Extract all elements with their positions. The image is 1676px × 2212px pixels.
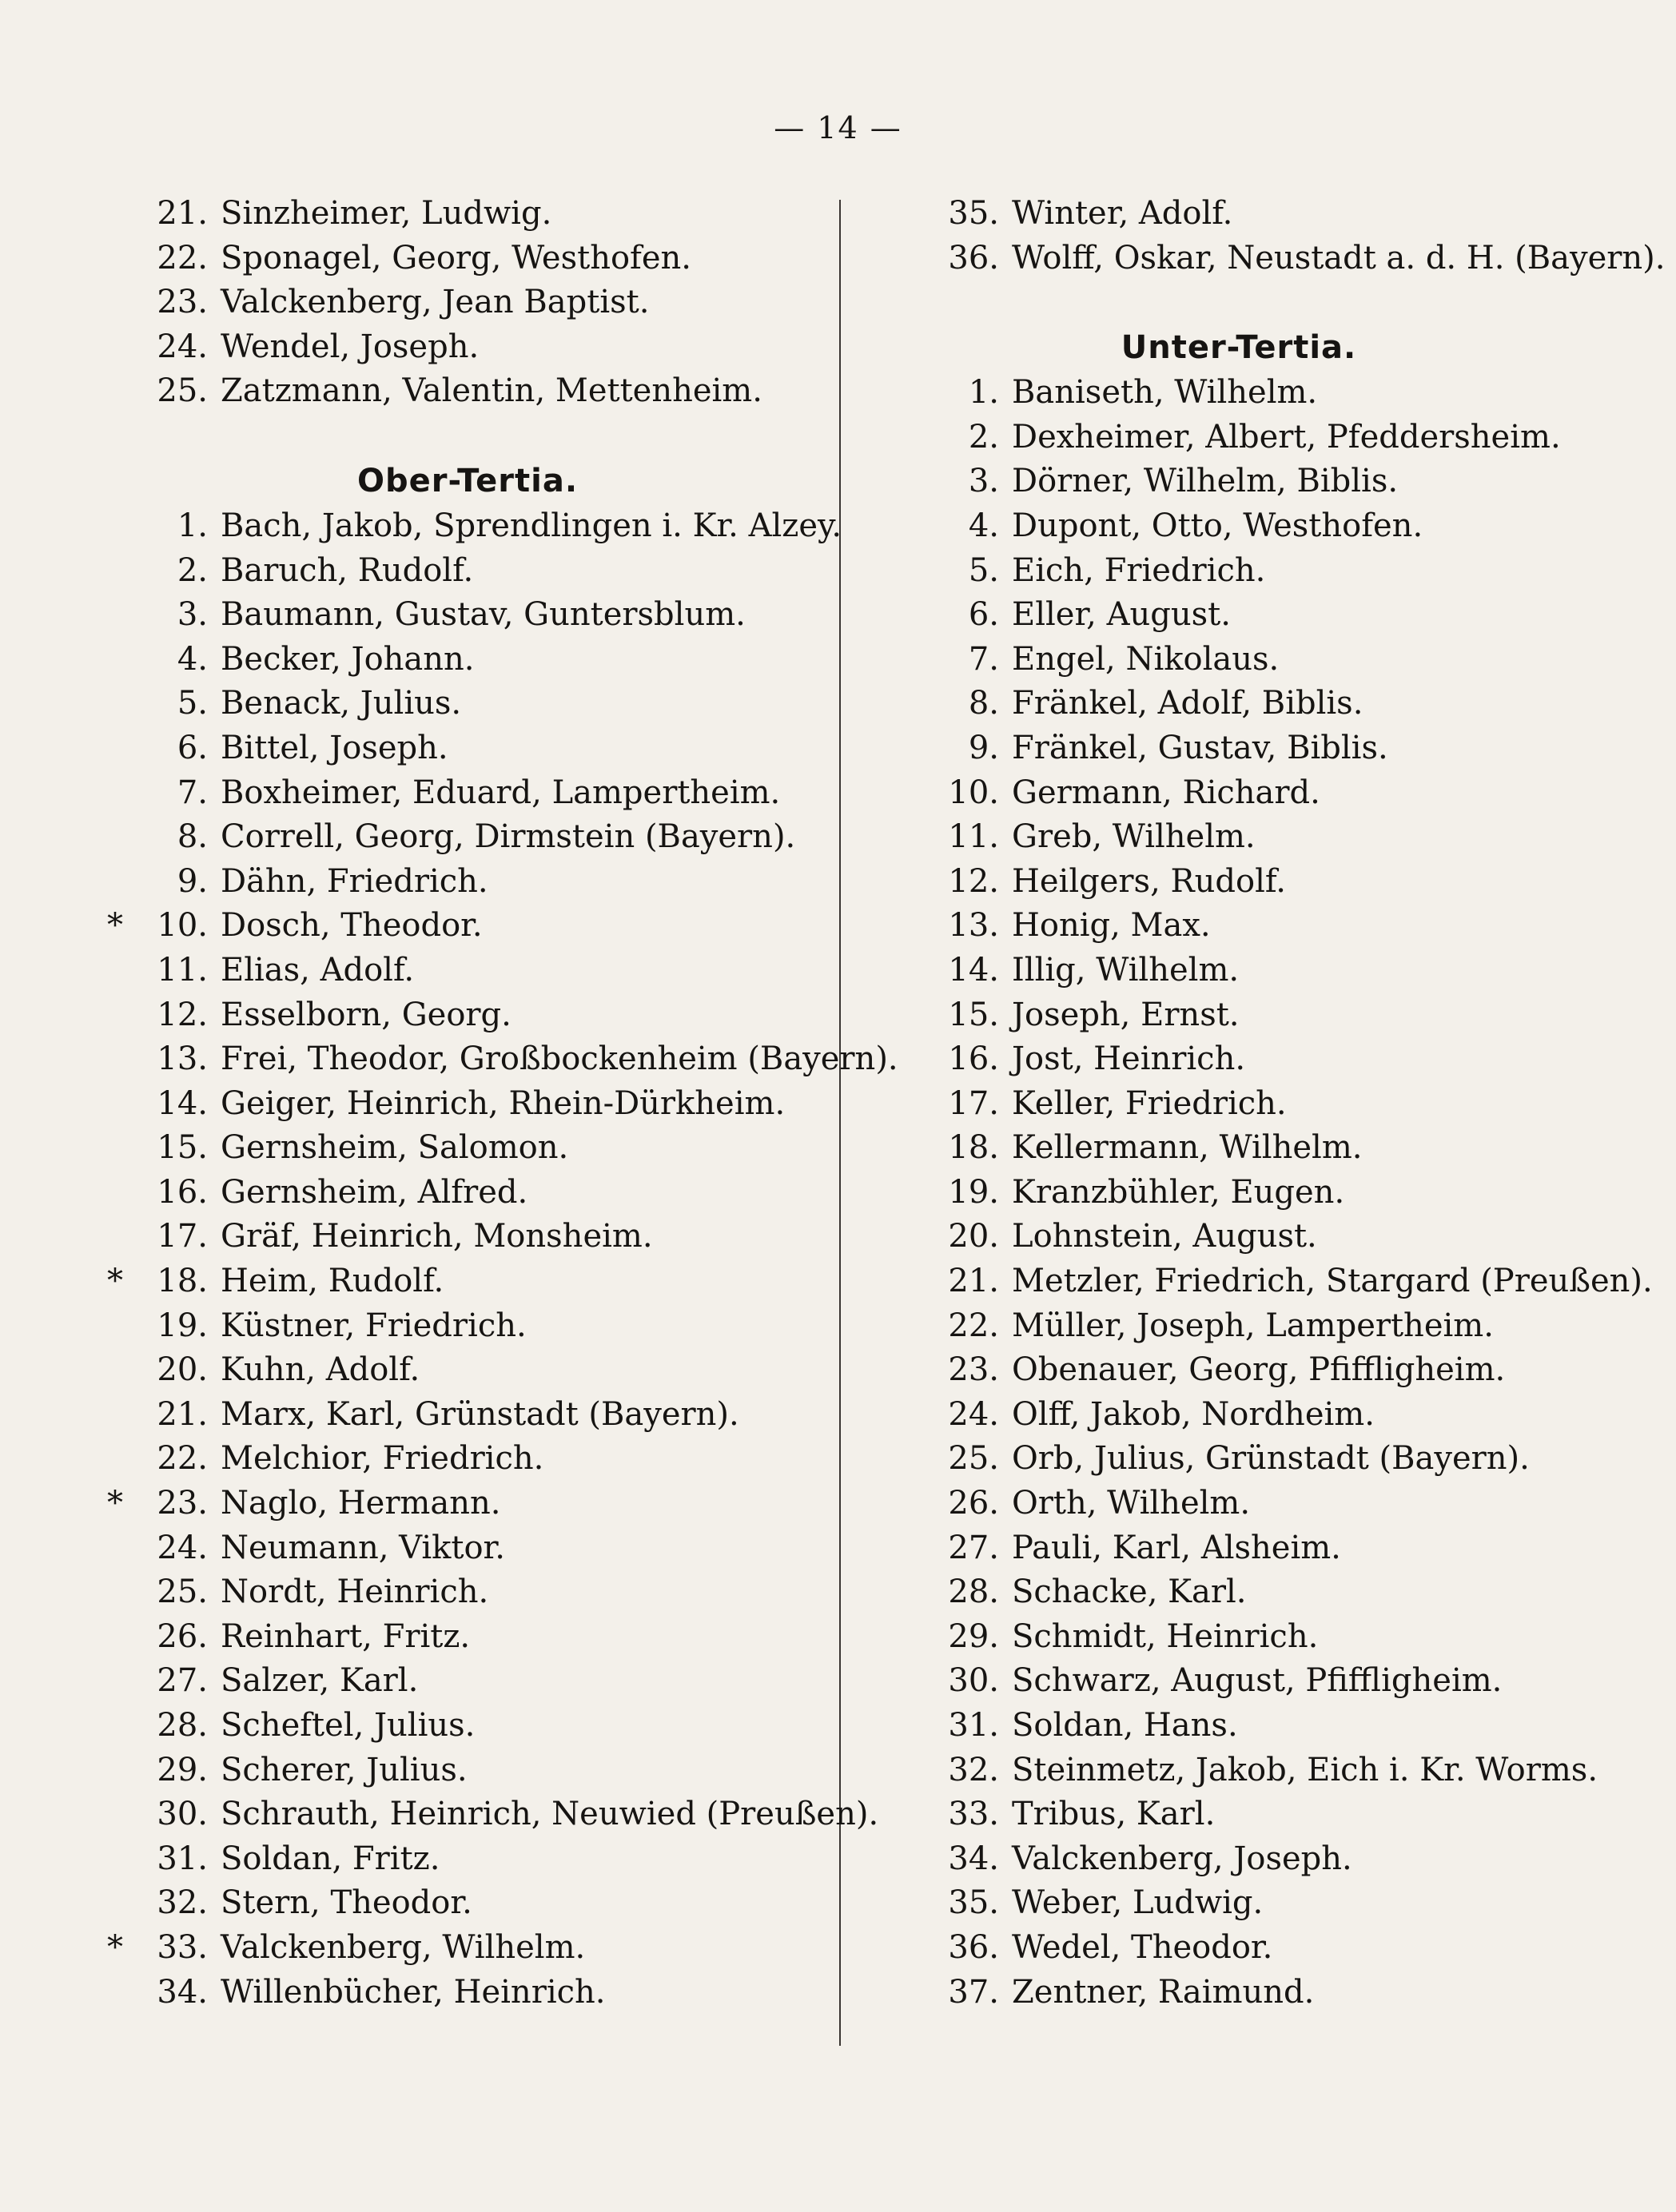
entry-name: Engel, Nikolaus.: [1012, 640, 1280, 678]
list-item: [112, 1971, 823, 2015]
list-item: [112, 237, 823, 281]
list-item: [879, 1792, 1598, 1837]
list-item: [112, 1570, 823, 1615]
entry-number: 23.: [157, 284, 208, 321]
entry-name: Jost, Heinrich.: [1012, 1040, 1246, 1078]
list-item: [879, 1215, 1598, 1259]
list-item: [112, 504, 842, 549]
entry-number: 26.: [157, 1617, 208, 1655]
entry-number: 2.: [177, 551, 208, 589]
entry-number: 25.: [948, 1440, 999, 1478]
list-item: [879, 638, 1598, 682]
list-item: [879, 726, 1598, 771]
entry-name: Schacke, Karl.: [1012, 1573, 1247, 1611]
entry-name: Becker, Johann.: [221, 640, 475, 678]
entry-name: Gernsheim, Salomon.: [221, 1129, 569, 1167]
list-item: [112, 1126, 823, 1171]
list-item: [112, 726, 823, 771]
entry-number: 20.: [157, 1351, 208, 1389]
entry-number: 10.: [157, 907, 208, 945]
entry-name: Dupont, Otto, Westhofen.: [1012, 507, 1423, 544]
list-item: [112, 593, 823, 638]
list-item: [879, 1304, 1598, 1349]
column-divider: [839, 200, 841, 2046]
list-item: [879, 860, 1598, 905]
entry-name: Kranzbühler, Eugen.: [1012, 1173, 1345, 1211]
entry-number: 30.: [948, 1662, 999, 1700]
list-item: [879, 371, 1598, 416]
left-top-list: [112, 192, 823, 414]
entry-number: 21.: [157, 1395, 208, 1433]
entry-number: 22.: [157, 239, 208, 276]
entry-number: 6.: [968, 596, 999, 634]
entry-name: Wedel, Theodor.: [1012, 1928, 1273, 1966]
entry-name: Weber, Ludwig.: [1012, 1884, 1264, 1922]
right-top-list: [879, 192, 1666, 280]
entry-number: 4.: [177, 640, 208, 678]
entry-number: 24.: [157, 1529, 208, 1566]
entry-number: 31.: [157, 1840, 208, 1877]
entry-number: 22.: [157, 1440, 208, 1478]
entry-number: 11.: [948, 818, 999, 856]
entry-name: Winter, Adolf.: [1012, 195, 1233, 232]
entry-number: 6.: [177, 729, 208, 766]
entry-name: Zatzmann, Valentin, Mettenheim.: [221, 372, 762, 410]
entry-number: 30.: [157, 1796, 208, 1833]
entry-name: Eller, August.: [1012, 596, 1231, 634]
entry-number: 10.: [948, 774, 999, 811]
list-item: [879, 1881, 1598, 1926]
entry-name: Dähn, Friedrich.: [221, 862, 488, 900]
list-item: [112, 1171, 823, 1215]
list-item: [112, 369, 823, 414]
entry-number: 29.: [157, 1751, 208, 1788]
entry-number: 8.: [177, 818, 208, 856]
entry-number: 16.: [948, 1040, 999, 1078]
list-item: [112, 1704, 823, 1749]
list-item: [107, 904, 823, 949]
list-item: [879, 771, 1598, 816]
list-item: [879, 549, 1598, 594]
entry-name: Reinhart, Fritz.: [221, 1617, 471, 1655]
list-item: [112, 280, 823, 325]
entry-name: Wendel, Joseph.: [221, 328, 480, 365]
entry-name: Scherer, Julius.: [221, 1751, 468, 1788]
entry-number: 12.: [948, 862, 999, 900]
entry-number: 34.: [157, 1973, 208, 2011]
entry-name: Germann, Richard.: [1012, 774, 1320, 811]
ober-tertia-list: [107, 504, 898, 2015]
list-item: [107, 1482, 823, 1526]
entry-number: 3.: [968, 463, 999, 500]
entry-number: 28.: [157, 1707, 208, 1744]
spacer: [112, 414, 823, 459]
section-heading-unter-tertia: Unter-Tertia.: [1121, 329, 1357, 367]
entry-number: 9.: [177, 862, 208, 900]
list-item: [112, 682, 823, 726]
list-item: [879, 682, 1598, 726]
entry-name: Sponagel, Georg, Westhofen.: [221, 239, 691, 276]
spacer: [879, 280, 1598, 325]
list-item: [112, 771, 823, 816]
list-item: [879, 1526, 1598, 1571]
entry-name: Küstner, Friedrich.: [221, 1307, 527, 1344]
list-item: [879, 1837, 1598, 1882]
list-item: [112, 549, 823, 594]
list-item: [879, 1082, 1598, 1127]
entry-name: Steinmetz, Jakob, Eich i. Kr. Worms.: [1012, 1751, 1598, 1788]
entry-number: 25.: [157, 1573, 208, 1611]
list-item: [879, 1704, 1598, 1749]
entry-name: Soldan, Hans.: [1012, 1707, 1238, 1744]
entry-number: 21.: [157, 195, 208, 232]
list-item: [879, 1749, 1598, 1793]
list-item: [112, 1393, 823, 1438]
list-item: [112, 1837, 823, 1882]
list-item: [112, 1304, 823, 1349]
list-item: [112, 1215, 823, 1259]
list-item: [879, 1926, 1598, 1971]
asterisk-mark: *: [107, 1485, 123, 1522]
entry-number: 15.: [157, 1129, 208, 1167]
list-item: [879, 815, 1598, 860]
entry-name: Geiger, Heinrich, Rhein-Dürkheim.: [221, 1084, 786, 1122]
entry-number: 23.: [948, 1351, 999, 1389]
entry-number: 36.: [948, 1928, 999, 1966]
entry-number: 18.: [157, 1263, 208, 1300]
entry-number: 32.: [948, 1751, 999, 1788]
entry-number: 3.: [177, 596, 208, 634]
entry-name: Kuhn, Adolf.: [221, 1351, 420, 1389]
entry-number: 20.: [948, 1218, 999, 1255]
entry-number: 16.: [157, 1173, 208, 1211]
list-item: [879, 1171, 1598, 1215]
page-number: — 14 —: [774, 110, 902, 145]
list-item: [112, 1659, 823, 1704]
entry-number: 14.: [948, 951, 999, 989]
list-item: [879, 1126, 1598, 1171]
list-item: [112, 949, 823, 993]
entry-name: Gräf, Heinrich, Monsheim.: [221, 1218, 653, 1255]
entry-name: Orb, Julius, Grünstadt (Bayern).: [1012, 1440, 1530, 1478]
entry-name: Scheftel, Julius.: [221, 1707, 476, 1744]
entry-name: Frei, Theodor, Großbockenheim (Bayern).: [221, 1040, 898, 1078]
list-item: [879, 504, 1598, 549]
entry-number: 27.: [948, 1529, 999, 1566]
entry-name: Dörner, Wilhelm, Biblis.: [1012, 463, 1399, 500]
entry-number: 17.: [948, 1084, 999, 1122]
asterisk-mark: *: [107, 907, 123, 945]
entry-number: 4.: [968, 507, 999, 544]
entry-name: Correll, Georg, Dirmstein (Bayern).: [221, 818, 796, 856]
entry-name: Gernsheim, Alfred.: [221, 1173, 528, 1211]
entry-name: Dosch, Theodor.: [221, 907, 483, 945]
entry-name: Marx, Karl, Grünstadt (Bayern).: [221, 1395, 739, 1433]
entry-number: 33.: [157, 1928, 208, 1966]
list-item: [879, 593, 1598, 638]
entry-name: Obenauer, Georg, Pfiffligheim.: [1012, 1351, 1506, 1389]
list-item: [112, 1881, 823, 1926]
entry-name: Illig, Wilhelm.: [1012, 951, 1240, 989]
list-item: [112, 993, 823, 1038]
entry-name: Melchior, Friedrich.: [221, 1440, 544, 1478]
list-item: [879, 192, 1598, 237]
entry-number: 7.: [968, 640, 999, 678]
entry-name: Schmidt, Heinrich.: [1012, 1617, 1319, 1655]
entry-number: 1.: [968, 374, 999, 412]
list-item: [879, 1971, 1598, 2015]
list-item: [112, 1348, 823, 1393]
list-item: [879, 949, 1598, 993]
entry-name: Willenbücher, Heinrich.: [221, 1973, 606, 2011]
list-item: [112, 1037, 898, 1082]
entry-name: Pauli, Karl, Alsheim.: [1012, 1529, 1341, 1566]
list-item: [112, 1615, 823, 1660]
entry-name: Fränkel, Adolf, Biblis.: [1012, 685, 1363, 722]
entry-number: 19.: [157, 1307, 208, 1344]
entry-name: Baniseth, Wilhelm.: [1012, 374, 1318, 412]
entry-number: 23.: [157, 1485, 208, 1522]
entry-name: Benack, Julius.: [221, 685, 462, 722]
list-item: [112, 1749, 823, 1793]
entry-name: Wolff, Oskar, Neustadt a. d. H. (Bayern).: [1012, 239, 1666, 276]
entry-name: Schrauth, Heinrich, Neuwied (Preußen).: [221, 1796, 879, 1833]
entry-name: Nordt, Heinrich.: [221, 1573, 489, 1611]
list-item: [879, 1348, 1598, 1393]
entry-name: Salzer, Karl.: [221, 1662, 419, 1700]
entry-number: 35.: [948, 1884, 999, 1922]
entry-name: Metzler, Friedrich, Stargard (Preußen).: [1012, 1263, 1653, 1300]
entry-number: 12.: [157, 996, 208, 1033]
list-item: [879, 237, 1666, 281]
entry-number: 1.: [177, 507, 208, 544]
asterisk-mark: *: [107, 1263, 123, 1300]
entry-name: Baumann, Gustav, Guntersblum.: [221, 596, 746, 634]
entry-name: Valckenberg, Jean Baptist.: [221, 284, 650, 321]
unter-tertia-list: [879, 371, 1653, 2015]
entry-name: Honig, Max.: [1012, 907, 1211, 945]
list-item: [879, 1259, 1653, 1304]
list-item: [112, 1437, 823, 1482]
list-item: [112, 325, 823, 370]
list-item: [879, 1615, 1598, 1660]
list-item: [879, 1393, 1598, 1438]
list-item: [112, 192, 823, 237]
entry-name: Elias, Adolf.: [221, 951, 415, 989]
entry-name: Neumann, Viktor.: [221, 1529, 505, 1566]
entry-name: Heim, Rudolf.: [221, 1263, 444, 1300]
list-item: [112, 860, 823, 905]
list-item: [112, 1082, 823, 1127]
entry-name: Soldan, Fritz.: [221, 1840, 440, 1877]
entry-number: 37.: [948, 1973, 999, 2011]
list-item: [112, 1526, 823, 1571]
list-item: [107, 1926, 823, 1971]
right-column: [879, 192, 1666, 2015]
entry-name: Tribus, Karl.: [1012, 1796, 1216, 1833]
list-item: [879, 1659, 1598, 1704]
entry-number: 34.: [948, 1840, 999, 1877]
entry-name: Müller, Joseph, Lampertheim.: [1012, 1307, 1494, 1344]
list-item: [879, 1437, 1598, 1482]
entry-name: Lohnstein, August.: [1012, 1218, 1317, 1255]
entry-number: 27.: [157, 1662, 208, 1700]
entry-name: Orth, Wilhelm.: [1012, 1485, 1251, 1522]
entry-name: Heilgers, Rudolf.: [1012, 862, 1286, 900]
entry-name: Sinzheimer, Ludwig.: [221, 195, 552, 232]
entry-number: 17.: [157, 1218, 208, 1255]
entry-number: 2.: [968, 418, 999, 456]
entry-name: Baruch, Rudolf.: [221, 551, 474, 589]
entry-number: 7.: [177, 774, 208, 811]
list-item: [879, 1570, 1598, 1615]
entry-number: 13.: [948, 907, 999, 945]
list-item: [879, 1037, 1598, 1082]
entry-number: 14.: [157, 1084, 208, 1122]
entry-name: Zentner, Raimund.: [1012, 1973, 1315, 2011]
entry-name: Valckenberg, Joseph.: [1012, 1840, 1352, 1877]
entry-number: 21.: [948, 1263, 999, 1300]
entry-number: 36.: [948, 239, 999, 276]
entry-number: 19.: [948, 1173, 999, 1211]
entry-name: Fränkel, Gustav, Biblis.: [1012, 729, 1388, 766]
entry-number: 9.: [968, 729, 999, 766]
section-heading-ober-tertia: Ober-Tertia.: [356, 462, 579, 499]
entry-number: 32.: [157, 1884, 208, 1922]
entry-number: 8.: [968, 685, 999, 722]
entry-name: Stern, Theodor.: [221, 1884, 472, 1922]
list-item: [112, 638, 823, 682]
entry-number: 33.: [948, 1796, 999, 1833]
entry-name: Bach, Jakob, Sprendlingen i. Kr. Alzey.: [221, 507, 842, 544]
entry-name: Naglo, Hermann.: [221, 1485, 501, 1522]
entry-name: Valckenberg, Wilhelm.: [221, 1928, 586, 1966]
entry-number: 25.: [157, 372, 208, 410]
entry-name: Olff, Jakob, Nordheim.: [1012, 1395, 1375, 1433]
entry-name: Keller, Friedrich.: [1012, 1084, 1287, 1122]
list-item: [112, 815, 823, 860]
entry-number: 18.: [948, 1129, 999, 1167]
entry-name: Greb, Wilhelm.: [1012, 818, 1256, 856]
entry-name: Boxheimer, Eduard, Lampertheim.: [221, 774, 781, 811]
asterisk-mark: *: [107, 1928, 123, 1966]
list-item: [879, 416, 1598, 460]
left-column: [107, 192, 898, 2015]
list-item: [879, 904, 1598, 949]
entry-number: 31.: [948, 1707, 999, 1744]
entry-number: 28.: [948, 1573, 999, 1611]
list-item: [879, 1482, 1598, 1526]
entry-number: 24.: [948, 1395, 999, 1433]
entry-name: Eich, Friedrich.: [1012, 551, 1266, 589]
entry-number: 15.: [948, 996, 999, 1033]
entry-number: 29.: [948, 1617, 999, 1655]
entry-number: 22.: [948, 1307, 999, 1344]
entry-number: 5.: [968, 551, 999, 589]
entry-name: Esselborn, Georg.: [221, 996, 512, 1033]
entry-name: Bittel, Joseph.: [221, 729, 448, 766]
list-item: [107, 1259, 823, 1304]
entry-number: 26.: [948, 1485, 999, 1522]
entry-name: Joseph, Ernst.: [1012, 996, 1240, 1033]
list-item: [112, 1792, 879, 1837]
entry-number: 13.: [157, 1040, 208, 1078]
list-item: [879, 460, 1598, 504]
entry-number: 24.: [157, 328, 208, 365]
entry-number: 11.: [157, 951, 208, 989]
entry-name: Kellermann, Wilhelm.: [1012, 1129, 1363, 1167]
entry-name: Dexheimer, Albert, Pfeddersheim.: [1012, 418, 1561, 456]
entry-number: 5.: [177, 685, 208, 722]
entry-name: Schwarz, August, Pfiffligheim.: [1012, 1662, 1503, 1700]
list-item: [879, 993, 1598, 1038]
entry-number: 35.: [948, 195, 999, 232]
